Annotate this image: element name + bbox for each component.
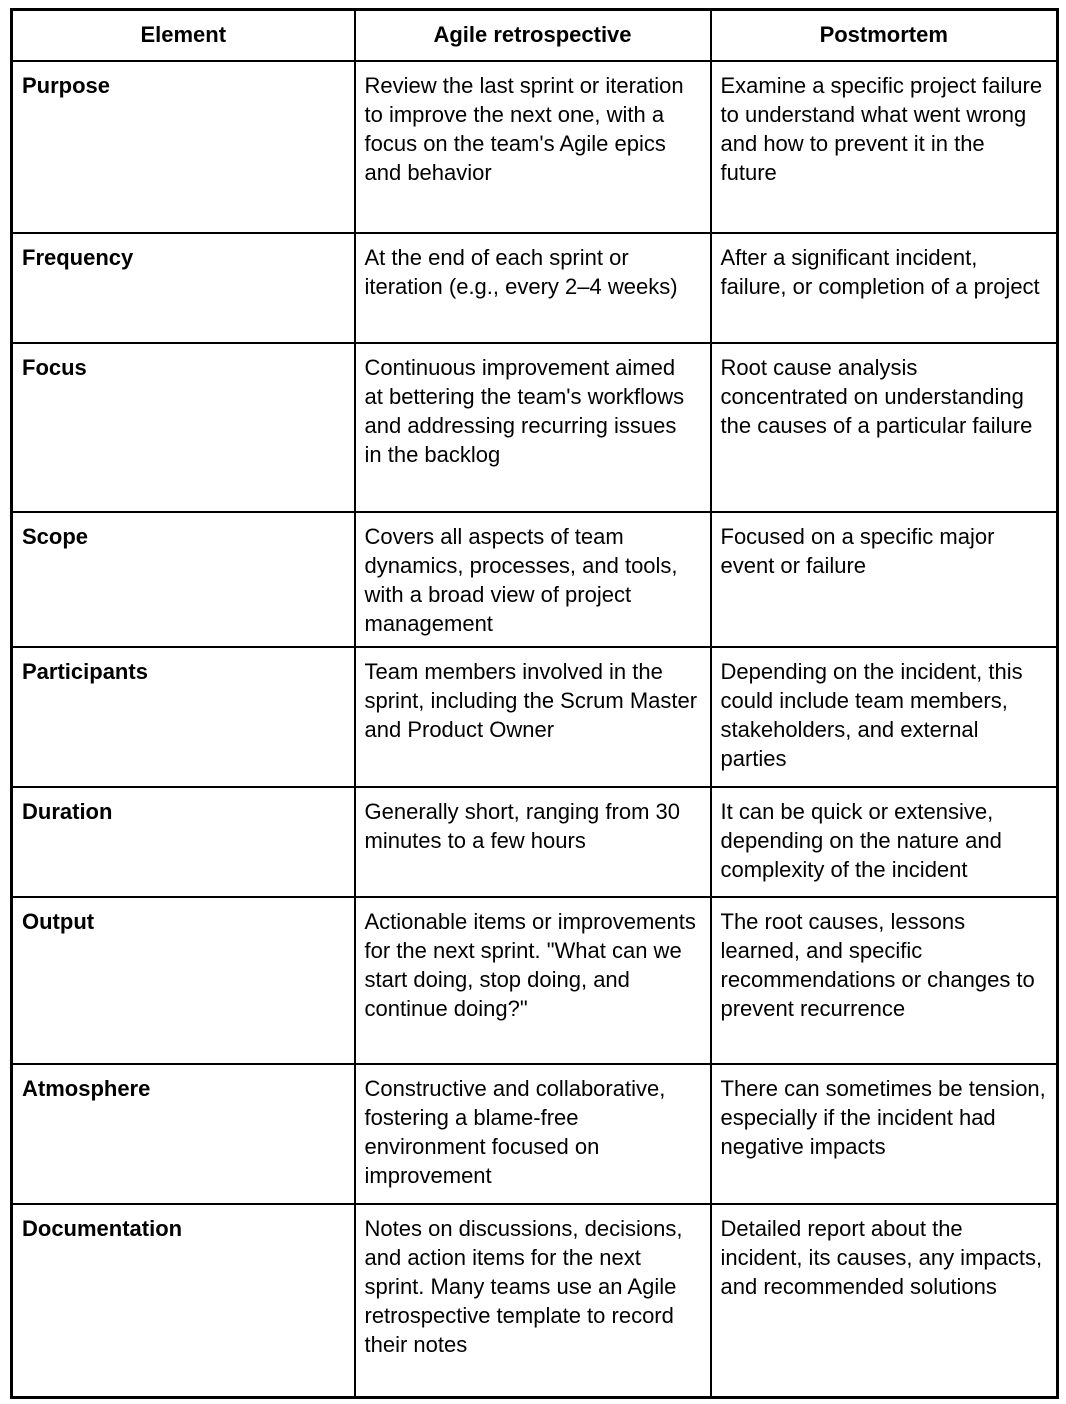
element-cell: Atmosphere — [12, 1064, 355, 1204]
table-row-participants — [12, 647, 1058, 787]
table-header-row — [12, 10, 1058, 61]
agile-cell: Constructive and collaborative, fostering a blame-free environment focused on improvement — [355, 1064, 711, 1204]
postmortem-cell: After a significant incident, failure, or completion of a project — [711, 233, 1058, 343]
agile-cell: Team members involved in the sprint, including the Scrum Master and Product Owner — [355, 647, 711, 787]
postmortem-cell: The root causes, lessons learned, and specific recommendations or changes to prevent recurrence — [711, 897, 1058, 1064]
table-row-scope — [12, 512, 1058, 647]
element-cell: Scope — [12, 512, 355, 647]
element-cell: Purpose — [12, 61, 355, 233]
column-header-postmortem: Postmortem — [711, 10, 1058, 61]
element-cell: Frequency — [12, 233, 355, 343]
comparison-table — [10, 8, 1059, 1399]
agile-cell: Generally short, ranging from 30 minutes to a few hours — [355, 787, 711, 897]
table-row-purpose — [12, 61, 1058, 233]
postmortem-cell: Root cause analysis concentrated on understanding the causes of a particular failure — [711, 343, 1058, 512]
postmortem-cell: Focused on a specific major event or failure — [711, 512, 1058, 647]
table-row-focus — [12, 343, 1058, 512]
element-cell: Documentation — [12, 1204, 355, 1398]
agile-cell: Review the last sprint or iteration to improve the next one, with a focus on the team's Agile epics and behavior — [355, 61, 711, 233]
agile-cell: At the end of each sprint or iteration (e.g., every 2–4 weeks) — [355, 233, 711, 343]
postmortem-cell: Depending on the incident, this could include team members, stakeholders, and external parties — [711, 647, 1058, 787]
postmortem-cell: It can be quick or extensive, depending on the nature and complexity of the incident — [711, 787, 1058, 897]
table-row-frequency — [12, 233, 1058, 343]
postmortem-cell: There can sometimes be tension, especially if the incident had negative impacts — [711, 1064, 1058, 1204]
postmortem-cell: Examine a specific project failure to understand what went wrong and how to prevent it in the future — [711, 61, 1058, 233]
agile-cell: Continuous improvement aimed at bettering the team's workflows and addressing recurring issues in the backlog — [355, 343, 711, 512]
column-header-agile-retrospective: Agile retrospective — [355, 10, 711, 61]
table-row-atmosphere — [12, 1064, 1058, 1204]
element-cell: Focus — [12, 343, 355, 512]
element-cell: Output — [12, 897, 355, 1064]
table-row-output — [12, 897, 1058, 1064]
agile-cell: Actionable items or improvements for the next sprint. "What can we start doing, stop doing, and continue doing?" — [355, 897, 711, 1064]
element-cell: Duration — [12, 787, 355, 897]
agile-cell: Notes on discussions, decisions, and action items for the next sprint. Many teams use an Agile retrospective template to record their notes — [355, 1204, 711, 1398]
element-cell: Participants — [12, 647, 355, 787]
column-header-element: Element — [12, 10, 355, 61]
table-row-documentation — [12, 1204, 1058, 1398]
agile-cell: Covers all aspects of team dynamics, processes, and tools, with a broad view of project management — [355, 512, 711, 647]
table-row-duration — [12, 787, 1058, 897]
postmortem-cell: Detailed report about the incident, its causes, any impacts, and recommended solutions — [711, 1204, 1058, 1398]
